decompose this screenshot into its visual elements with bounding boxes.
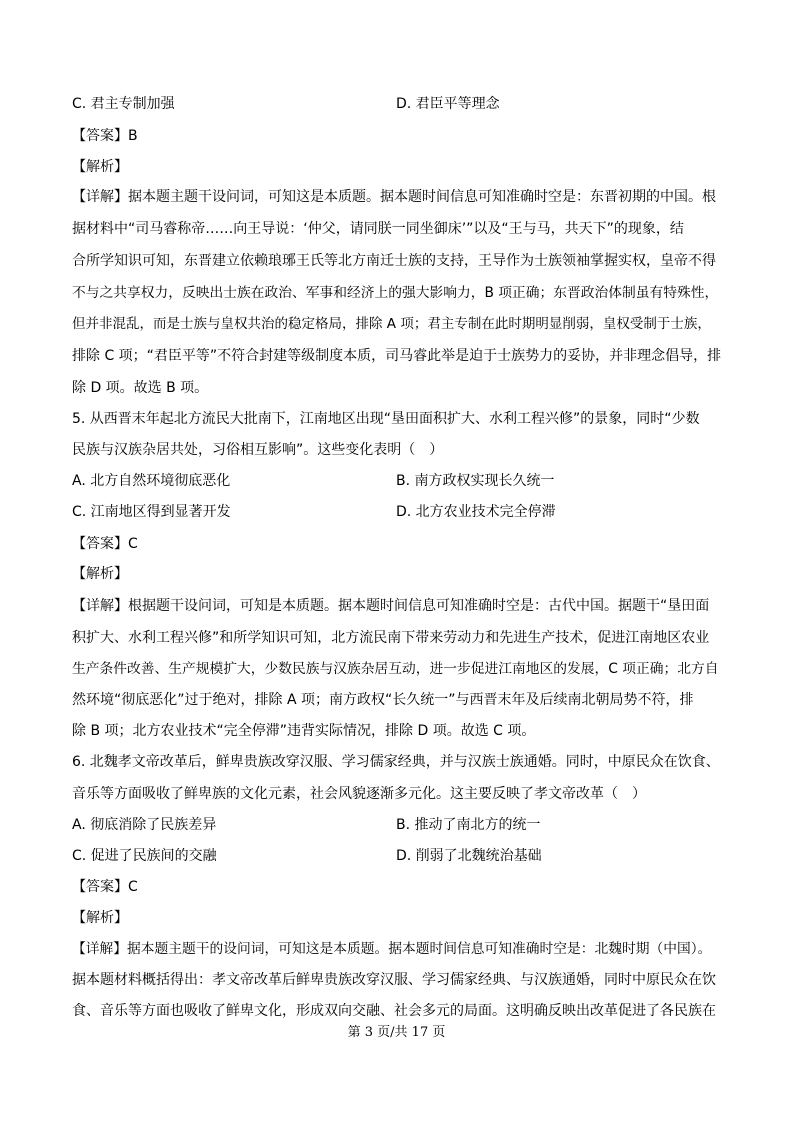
q6-answer: 【答案】C — [72, 879, 138, 895]
q6-option-c: C. 促进了民族间的交融 — [72, 848, 217, 864]
q5-option-d: D. 北方农业技术完全停滞 — [396, 504, 556, 520]
page-number-footer: 第 3 页/共 17 页 — [347, 1025, 446, 1040]
q4-detail-line: 排除 C 项；“君臣平等”不符合封建等级制度本质，司马睿此举是迫于士族势力的妥协，并非理念倡导，排 — [72, 348, 722, 364]
q6-analysis-label: 【解析】 — [72, 910, 128, 926]
q4-detail-line: 【详解】据本题主题干设问词，可知这是本质题。据本题时间信息可知准确时空是：东晋初期的中国。根 — [72, 189, 716, 205]
q4-detail-line: 不与之共享权力，反映出士族在政治、军事和经济上的强大影响力，B 项正确；东晋政治体制虽有特殊性， — [72, 285, 719, 301]
q5-detail-line: 生产条件改善、生产规模扩大，少数民族与汉族杂居互动，进一步促进江南地区的发展，C 项正确；北方自 — [72, 661, 719, 677]
q6-detail-line: 【详解】据本题主题干的设问词，可知这是本质题。据本题时间信息可知准确时空是：北魏时期（中国）。 — [72, 941, 712, 957]
q5-answer: 【答案】C — [72, 536, 138, 552]
q4-detail-line: 但并非混乱，而是士族与皇权共治的稳定格局，排除 A 项；君主专制在此时期明显削弱，皇权受制于士族， — [72, 316, 711, 332]
q5-stem-line: 民族与汉族杂居共处，习俗相互影响”。这些变化表明（ ） — [72, 442, 444, 458]
q5-detail-line: 然环境“彻底恶化”过于绝对，排除 A 项；南方政权“长久统一”与西晋末年及后续南北朝局势不符，排 — [72, 692, 694, 708]
q4-option-d: D. 君臣平等理念 — [396, 96, 500, 112]
q6-option-b: B. 推动了南北方的统一 — [396, 817, 541, 833]
q5-option-a: A. 北方自然环境彻底恶化 — [72, 473, 231, 489]
q4-analysis-label: 【解析】 — [72, 159, 128, 175]
q4-answer: 【答案】B — [72, 128, 138, 144]
q4-detail-line: 合所学知识可知，东晋建立依赖琅琊王氏等北方南迁士族的支持，王导作为士族领袖掌握实权，皇帝不得 — [72, 253, 716, 269]
q5-option-b: B. 南方政权实现长久统一 — [396, 473, 555, 489]
q5-stem-line: 5. 从西晋末年起北方流民大批南下，江南地区出现“垦田面积扩大、水利工程兴修”的景象，同时“少数 — [72, 411, 700, 427]
q4-option-c: C. 君主专制加强 — [72, 96, 175, 112]
q6-stem-line: 6. 北魏孝文帝改革后，鲜卑贵族改穿汉服、学习儒家经典，并与汉族士族通婚。同时，中原民众在饮食、 — [72, 754, 720, 770]
q5-detail-line: 积扩大、水利工程兴修”和所学知识可知，北方流民南下带来劳动力和先进生产技术，促进江南地区农业 — [72, 630, 710, 646]
q4-detail-line: 除 D 项。故选 B 项。 — [72, 380, 209, 396]
q6-option-d: D. 削弱了北魏统治基础 — [396, 848, 542, 864]
q6-option-a: A. 彻底消除了民族差异 — [72, 817, 217, 833]
q6-stem-line: 音乐等方面吸收了鲜卑族的文化元素，社会风貌逐渐多元化。这主要反映了孝文帝改革（ ） — [72, 786, 646, 802]
q5-analysis-label: 【解析】 — [72, 566, 128, 582]
q6-detail-line: 据本题材料概括得出：孝文帝改革后鲜卑贵族改穿汉服、学习儒家经典、与汉族通婚，同时中原民众在饮 — [72, 972, 716, 988]
q5-detail-line: 【详解】根据题干设问词，可知是本质题。据本题时间信息可知准确时空是：古代中国。据题干“垦田面 — [72, 598, 710, 614]
q6-detail-line: 食、音乐等方面也吸收了鲜卑文化，形成双向交融、社会多元的局面。这明确反映出改革促进了各民族在 — [72, 1003, 716, 1019]
q5-detail-line: 除 B 项；北方农业技术“完全停滞”违背实际情况，排除 D 项。故选 C 项。 — [72, 723, 536, 739]
q5-option-c: C. 江南地区得到显著开发 — [72, 504, 231, 520]
q4-detail-line: 据材料中“司马睿称帝……向王导说：‘仲父，请同朕一同坐御床’”以及“王与马，共天下”的现象，结 — [72, 221, 684, 237]
